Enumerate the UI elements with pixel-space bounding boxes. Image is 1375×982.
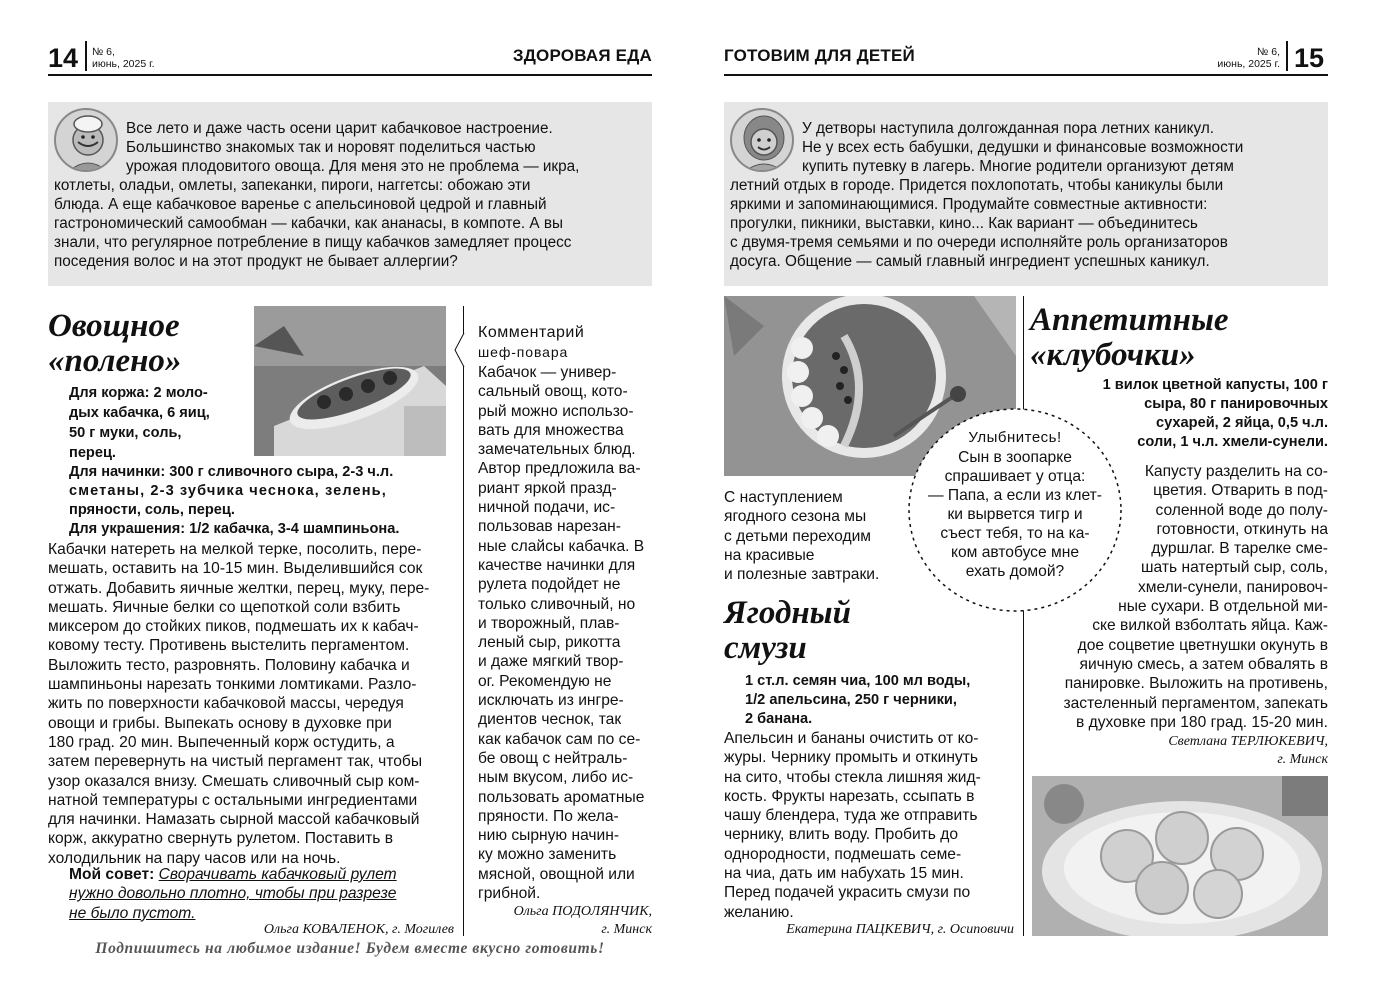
ingredients-line: соли, 1 ч.л. хмели-сунели. <box>1137 434 1328 450</box>
smoothie-author: Екатерина ПАЦКЕВИЧ, г. Осиповичи <box>786 922 1014 937</box>
intro-line: Большинство знакомых так и норовят поделиться частью <box>126 139 536 156</box>
smile-line: съест тебя, то на ка- <box>940 525 1090 542</box>
body-line: яичную смесь, а затем обвалять в <box>1079 655 1328 673</box>
body-line: панировке. Выложить на противень, <box>1064 675 1328 693</box>
ingredients-line: сухарей, 2 яйца, 0,5 ч.л. <box>1156 415 1328 431</box>
body-line: мешать. Яичные белки со щепоткой соли взбить <box>48 598 401 616</box>
intro-line: купить путевку в лагерь. Многие родители организуют детям <box>802 158 1234 175</box>
intro-line: урожая плодовитого овоща. Для меня это не проблема — икра, <box>126 158 580 175</box>
body-line: мешать, оставить на 10-15 мин. Выделившийся сок <box>48 560 423 578</box>
balls-author: Светлана ТЕРЛЮКЕВИЧ, <box>1168 734 1328 749</box>
comment-author-city: г. Минск <box>601 922 652 937</box>
body-line: Кабачки натереть на мелкой терке, посолить, пере- <box>48 541 422 558</box>
body-line: Капусту разделить на со- <box>1144 463 1328 480</box>
smoothie-title: смузи <box>724 630 807 666</box>
intro-line: поседения волос и на этот продукт не бывает аллергии? <box>54 253 458 270</box>
body-line: застеленный пергаментом, запекать <box>1063 694 1328 712</box>
intro-box <box>48 102 652 286</box>
intro-box <box>724 102 1328 286</box>
body-line: Апельсин и бананы очистить от ко- <box>724 730 979 747</box>
comment-line: диентов чеснок, так <box>478 711 622 729</box>
comment-author: Ольга ПОДОЛЯНЧИК, <box>513 904 652 919</box>
comment-line: мясной, овощной или <box>478 865 635 883</box>
ingredients-line: сыра, 80 г панировочных <box>1144 396 1328 412</box>
intro-line: яркими и запоминающимися. Продумайте совместные активности: <box>730 196 1208 213</box>
comment-line: и творожный, плав- <box>478 614 620 632</box>
ingredients-line: 1 вилок цветной капусты, 100 г <box>1102 377 1328 393</box>
header-rule <box>724 74 1328 76</box>
comment-line: рулета подойдет не <box>478 576 621 594</box>
body-line: Перед подачей украсить смузи по <box>724 884 971 902</box>
body-line: узор оказался внизу. Смешать сливочный сыр ком- <box>48 772 420 790</box>
ingredients-line: Для начинки: 300 г сливочного сыра, 2-3 ч.л. <box>69 464 394 480</box>
comment-line: бе овощ с нейтраль- <box>478 749 628 767</box>
column-divider <box>1023 296 1024 936</box>
comment-line: ным вкусом, либо ис- <box>478 769 634 787</box>
ingredients-line: 1/2 апельсина, 250 г черники, <box>745 692 957 708</box>
ingredients-line: 50 г муки, соль, <box>69 425 182 441</box>
tip-text: нужно довольно плотно, чтобы при разрезе <box>69 885 397 903</box>
comment-line: пользовав нарезан- <box>478 518 621 536</box>
body-line: овощи и грибы. Выпекать основу в духовке при <box>48 714 392 732</box>
caption-line: на красивые <box>724 546 815 564</box>
page-number: 14 <box>48 43 79 73</box>
comment-line: ные слайсы кабачка. В <box>478 537 645 555</box>
intro-line: летний отдых в городе. Придется похлопотать, чтобы каникулы были <box>730 177 1224 194</box>
body-line: ные сухари. В отдельной ми- <box>1118 598 1328 616</box>
body-line: ковому тесту. Противень выстелить пергаментом. <box>48 637 410 655</box>
smoothie-caption <box>724 488 879 584</box>
comment-line: ог. Рекомендую не <box>478 672 612 690</box>
balls-title: «клубочки» <box>1030 337 1196 373</box>
intro-line: с двумя-тремя семьями и по очереди исполняйте роль организаторов <box>730 234 1228 251</box>
body-line: кость. Фрукты нарезать, ссыпать в <box>724 787 975 805</box>
body-line: чернику, влить воду. Пробить до <box>724 826 959 844</box>
ingredients-line: перец. <box>69 445 116 461</box>
comment-line: и даже мягкий твор- <box>478 653 624 671</box>
smile-line: ки вырвется тигр и <box>947 506 1083 523</box>
page-number: 15 <box>1294 43 1325 73</box>
body-line: на сито, чтобы стекла лишняя жид- <box>724 768 981 786</box>
body-line: однородности, подмешать семе- <box>724 845 962 863</box>
comment-line: ничной подачи, ис- <box>478 499 616 517</box>
comment-line: вать для множества <box>478 421 624 439</box>
body-line: холодильник на пару часов или на ночь. <box>48 849 341 867</box>
recipe-title: Овощное <box>48 308 180 344</box>
woman-icon <box>730 108 794 172</box>
caption-line: С наступлением <box>724 489 843 506</box>
body-line: шать натертый сыр, соль, <box>1141 559 1328 577</box>
balls-author-city: г. Минск <box>1277 752 1328 767</box>
divider-chevron <box>454 333 466 367</box>
body-line: для начинки. Намазать сырной массой кабачковый <box>48 811 420 829</box>
body-line: натной температуры с остальными ингредиентами <box>48 791 418 809</box>
comment-line: как кабачок сам по се- <box>478 730 641 748</box>
subscribe-footer: Подпишитесь на любимое издание! Будем вместе вкусно готовить! <box>95 940 605 957</box>
recipe-title: «полено» <box>48 343 182 379</box>
ingredients-line: пряности, соль, перец. <box>69 502 235 518</box>
comment-body <box>478 363 653 903</box>
body-line: корж, аккуратно свернуть рулетом. Поставить в <box>48 830 393 848</box>
ingredients-line: Для украшения: 1/2 кабачка, 3-4 шампиньона. <box>69 521 400 537</box>
body-line: дуршлаг. В тарелке сме- <box>1151 540 1328 558</box>
caption-line: и полезные завтраки. <box>724 566 880 584</box>
caption-line: ягодного сезона мы <box>724 508 867 526</box>
intro-line: гастрономический самообман — кабачки, как ананасы, в компоте. А вы <box>54 215 563 232</box>
intro-line: У детворы наступила долгожданная пора летних каникул. <box>802 120 1215 137</box>
body-line: 180 град. 20 мин. Выпеченный корж остудить, а <box>48 733 395 751</box>
smoothie-body <box>724 729 1014 922</box>
body-line: затем перевернуть на чистый пергамент так, чтобы <box>48 753 423 771</box>
smile-line: ком автобусе мне <box>951 544 1079 561</box>
comment-line: качестве начинки для <box>478 556 636 574</box>
body-line: Выложить тесто, разровнять. Половину кабачка и <box>48 656 410 674</box>
ingredients-line: Для коржа: 2 моло- <box>69 385 208 401</box>
column-divider <box>463 366 464 936</box>
column-divider <box>463 306 464 334</box>
comment-line: нию сырную начин- <box>478 827 620 845</box>
intro-line: котлеты, оладьи, омлеты, запеканки, пироги, наггетсы: обожаю эти <box>54 177 531 194</box>
issue-number: № 6, <box>1257 46 1280 58</box>
balls-body <box>1030 462 1328 732</box>
section-title: ЗДОРОВАЯ ЕДА <box>512 46 652 65</box>
comment-line: пользовать ароматные <box>478 788 645 806</box>
comment-line: исключать из ингре- <box>478 692 624 710</box>
comment-line: пряности. По жела- <box>478 807 619 825</box>
smile-line: Сын в зоопарке <box>958 449 1072 466</box>
comment-line: рый можно использо- <box>478 402 634 420</box>
section-title: ГОТОВИМ ДЛЯ ДЕТЕЙ <box>724 46 915 65</box>
ingredients-line: сметаны, 2-3 зубчика чеснока, зелень, <box>69 483 387 499</box>
body-line: жить по поверхности кабачковой массы, чередуя <box>48 695 404 713</box>
comment-heading: шеф-повара <box>478 344 569 360</box>
smile-line: спрашивает у отца: <box>944 468 1086 485</box>
comment-line: Автор предложила ва- <box>478 460 641 478</box>
comment-line: только сливочный, но <box>478 595 636 613</box>
tip-text: Сворачивать кабачковый рулет <box>158 866 397 883</box>
smile-line: ехать домой? <box>965 563 1065 580</box>
comment-line: ку можно заменить <box>478 846 617 864</box>
cauliflower-balls-photo <box>1032 776 1328 936</box>
body-line: готовности, откинуть на <box>1156 520 1328 538</box>
comment-line: Кабачок — универ- <box>478 364 617 381</box>
intro-line: досуга. Общение — самый главный ингредиент успешных каникул. <box>730 253 1210 270</box>
issue-date: июнь, 2025 г. <box>1217 58 1280 70</box>
ingredients-line: дых кабачка, 6 яиц, <box>69 405 210 421</box>
tip <box>69 865 397 923</box>
body-line: шампиньоны нарезать тонкими ломтиками. Разло- <box>48 676 417 694</box>
smoothie-title: Ягодный <box>724 595 851 631</box>
comment-heading: Комментарий <box>478 324 585 341</box>
balls-title: Аппетитные <box>1030 302 1229 338</box>
intro-line: прогулки, пикники, выставки, кино... Как вариант — объединитесь <box>730 215 1198 232</box>
issue-date: июнь, 2025 г. <box>92 58 155 70</box>
body-line: журы. Чернику промыть и откинуть <box>724 749 978 767</box>
comment-line: замечательных блюд. <box>478 441 636 459</box>
comment-line: сальный овощ, кото- <box>478 383 628 401</box>
body-line: в духовке при 180 град. 15-20 мин. <box>1076 713 1328 731</box>
body-line: желанию. <box>724 903 794 921</box>
body-line: на чиа, дать им набухать 15 мин. <box>724 865 964 883</box>
caption-line: с детьми переходим <box>724 527 872 545</box>
comment-line: леный сыр, рикотта <box>478 634 621 652</box>
issue-number: № 6, <box>92 46 115 58</box>
smile-heading: Улыбнитесь! <box>968 429 1062 446</box>
ingredients-line: 1 ст.л. семян чиа, 100 мл воды, <box>745 673 971 689</box>
comment-line: риант яркой празд- <box>478 479 617 497</box>
body-line: отжать. Добавить яичные желтки, перец, муку, пере- <box>48 579 430 597</box>
tip-text: не было пустот. <box>69 904 196 922</box>
chef-man-icon <box>54 108 118 172</box>
tip-label: Мой совет: <box>69 866 155 883</box>
intro-line: блюда. А еще кабачковое варенье с апельсиновой цедрой и главный <box>54 196 547 213</box>
recipe-body <box>48 540 454 868</box>
header-divider <box>1286 41 1288 71</box>
body-line: миксером до стойких пиков, подмешать их к кабач- <box>48 618 419 636</box>
body-line: ске вилкой взболтать яйца. Каж- <box>1092 617 1328 635</box>
comment-line: грибной. <box>478 885 541 903</box>
body-line: дое соцветие цветнушки окунуть в <box>1077 636 1328 654</box>
body-line: чашу блендера, туда же отправить <box>724 807 978 825</box>
body-line: соленной воде до полу- <box>1155 501 1328 519</box>
header-divider <box>85 41 87 71</box>
recipe-author: Ольга КОВАЛЕНОК, г. Могилев <box>263 922 454 937</box>
header-rule <box>48 74 652 76</box>
intro-line: знали, что регулярное потребление в пищу кабачков замедляет процесс <box>54 234 572 251</box>
smile-line: — Папа, а если из клет- <box>928 487 1102 504</box>
body-line: цветия. Отварить в под- <box>1153 482 1328 500</box>
intro-line: Не у всех есть бабушки, дедушки и финансовые возможности <box>802 139 1244 156</box>
intro-line: Все лето и даже часть осени царит кабачковое настроение. <box>126 120 553 137</box>
ingredients-line: 2 банана. <box>745 711 813 727</box>
vegetable-roll-photo <box>254 306 446 456</box>
body-line: хмели-сунели, панировоч- <box>1137 578 1328 596</box>
